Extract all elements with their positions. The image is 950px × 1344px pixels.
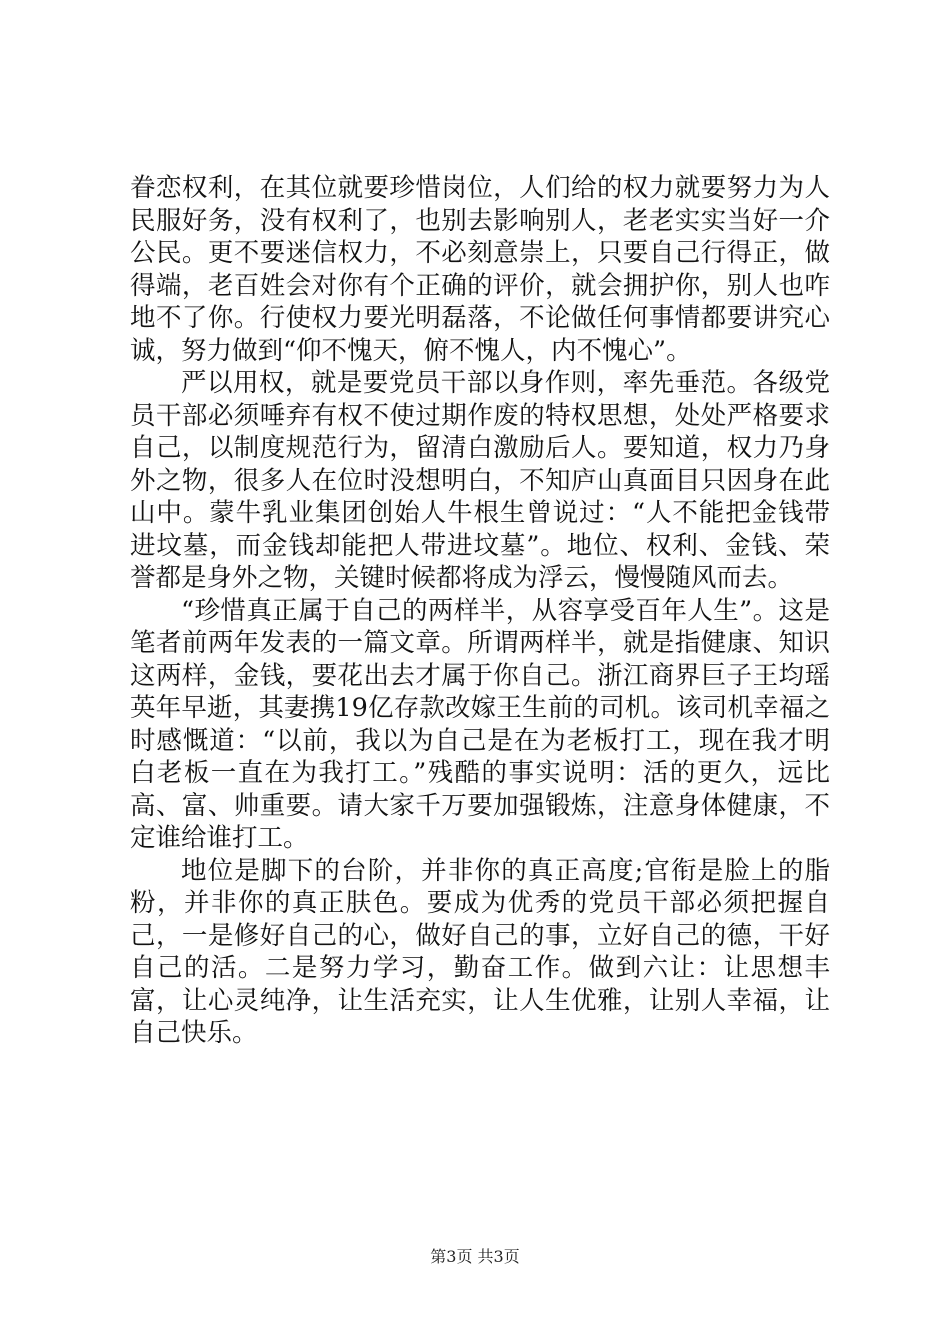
document-body — [130, 172, 830, 1050]
paragraph-2: 严以用权，就是要党员干部以身作则，率先垂范。各级党员干部必须唾弃有权不使过期作废的特权思想，处处严格要求自己，以制度规范行为，留清白激励后人。要知道，权力乃身外之物，很多人在位时没想明白，不知庐山真面目只因身在此山中。蒙牛乳业集团创始人牛根生曾说过：“人不能把金钱带进坟墓，而金钱却能把人带进坟墓”。地位、权利、金钱、荣誉都是身外之物，关键时候都将成为浮云，慢慢随风而去。 — [130, 368, 830, 593]
paragraph-4: 地位是脚下的台阶，并非你的真正高度;官衔是脸上的脂粉，并非你的真正肤色。要成为优秀的党员干部必须把握自己，一是修好自己的心，做好自己的事，立好自己的德，干好自己的活。二是努力学习，勤奋工作。做到六让：让思想丰富，让心灵纯净，让生活充实，让人生优雅，让别人幸福，让自己快乐。 — [130, 855, 830, 1048]
page-footer: 第3页 共3页 — [430, 1247, 520, 1266]
paragraph-3: “珍惜真正属于自己的两样半，从容享受百年人生”。这是笔者前两年发表的一篇文章。所谓两样半，就是指健康、知识这两样，金钱，要花出去才属于你自己。浙江商界巨子王均瑶英年早逝，其妻携19亿存款改嫁王生前的司机。该司机幸福之时感慨道：“以前，我以为自己是在为老板打工，现在我才明白老板一直在为我打工。”残酷的事实说明：活的更久，远比高、富、帅重要。请大家千万要加强锻炼，注意身体健康，不定谁给谁打工。 — [130, 595, 830, 853]
paragraph-1: 眷恋权利，在其位就要珍惜岗位，人们给的权力就要努力为人民服好务，没有权利了，也别去影响别人，老老实实当好一介公民。更不要迷信权力，不必刻意崇上，只要自己行得正，做得端，老百姓会对你有个正确的评价，就会拥护你，别人也咋地不了你。行使权力要光明磊落，不论做任何事情都要讲究心诚，努力做到“仰不愧天，俯不愧人，内不愧心”。 — [130, 173, 830, 366]
